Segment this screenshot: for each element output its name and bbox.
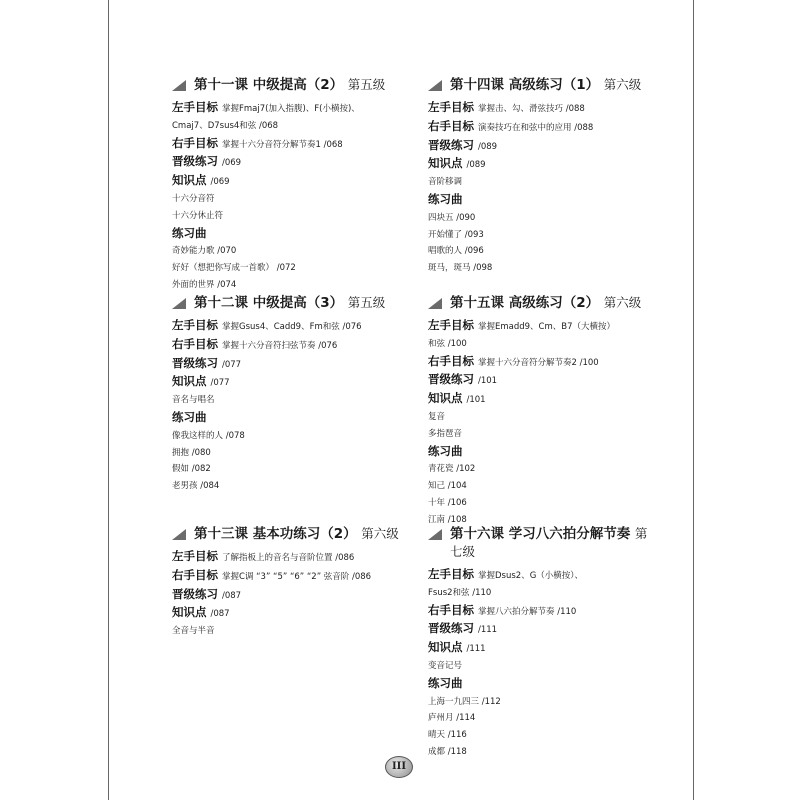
toc-entry <box>172 208 412 225</box>
toc-entry <box>428 260 668 277</box>
entry-text: 奇妙能力歌 /070 <box>172 246 237 257</box>
entry-text: 复音 <box>428 411 446 422</box>
entry-text: 掌握八六拍分解节奏 /110 <box>478 606 577 617</box>
toc-entry <box>428 710 668 727</box>
toc-entry <box>428 585 668 602</box>
entry-label: 练习曲 <box>428 675 463 690</box>
toc-entry <box>172 260 412 277</box>
toc-entry <box>172 604 412 623</box>
toc-entry <box>428 210 668 227</box>
toc-entry <box>172 428 412 445</box>
triangle-icon <box>172 529 186 540</box>
toc-entry <box>428 118 668 137</box>
toc-entry <box>172 392 412 409</box>
entry-label: 知识点 <box>428 156 463 171</box>
entry-label: 知识点 <box>172 173 207 188</box>
lesson-13 <box>172 525 412 640</box>
entry-label: 晋级练习 <box>428 372 474 387</box>
toc-entry <box>428 227 668 244</box>
entry-text: 十六分音符 <box>172 193 215 204</box>
toc-entry <box>428 353 668 372</box>
entry-label: 右手目标 <box>172 567 218 582</box>
toc-entry <box>172 317 412 336</box>
toc-entry <box>428 99 668 118</box>
entry-text: 假如 /082 <box>172 464 211 475</box>
toc-entry <box>172 373 412 392</box>
entry-text: 老男孩 /084 <box>172 481 220 492</box>
entry-text: 知己 /104 <box>428 481 467 492</box>
entry-label: 左手目标 <box>428 100 474 114</box>
lesson-11 <box>172 76 412 294</box>
entry-text: 像我这样的人 /078 <box>172 430 245 441</box>
entry-text: 掌握十六分音符分解节奏1 /068 <box>222 139 343 150</box>
toc-entry <box>172 243 412 260</box>
toc-entry <box>428 371 668 390</box>
toc-entry <box>428 443 668 462</box>
entry-text: /087 <box>222 590 242 601</box>
toc-entry <box>428 495 668 512</box>
toc-entry <box>428 243 668 260</box>
entry-text: /111 <box>478 625 498 636</box>
entry-label: 右手目标 <box>172 336 218 351</box>
entry-text: 掌握十六分音符分解节奏2 /100 <box>478 357 599 368</box>
entry-label: 晋级练习 <box>172 586 218 601</box>
toc-entry <box>428 409 668 426</box>
entry-text: 掌握击、勾、滑弦技巧 /088 <box>478 104 585 114</box>
entry-text: 拥抱 /080 <box>172 447 211 458</box>
entry-label: 晋级练习 <box>428 621 474 636</box>
entry-text: 成都 /118 <box>428 746 467 757</box>
toc-entry <box>428 658 668 675</box>
toc-entry <box>172 586 412 605</box>
entry-text: 十年 /106 <box>428 497 467 508</box>
entry-label: 知识点 <box>428 391 463 406</box>
toc-entry <box>172 623 412 640</box>
entry-text: 青花瓷 /102 <box>428 464 476 475</box>
entry-label: 左手目标 <box>172 100 218 114</box>
toc-entry <box>172 461 412 478</box>
entry-text: 唱歌的人 /096 <box>428 246 484 257</box>
entry-label: 晋级练习 <box>428 137 474 152</box>
lesson-title: 第十三课 基本功练习（2） 第六级 <box>172 525 412 543</box>
entry-text: 了解指板上的音名与音阶位置 /086 <box>222 553 355 563</box>
toc-entry <box>428 461 668 478</box>
entry-text: 掌握C调 “3” “5” “6” “2” 弦音阶 /086 <box>222 571 372 582</box>
toc-entry <box>172 336 412 355</box>
triangle-icon <box>428 529 442 540</box>
toc-entry <box>428 155 668 174</box>
lesson-15 <box>428 294 668 529</box>
entry-text: 音阶移调 <box>428 177 463 188</box>
entry-text: 开始懂了 /093 <box>428 229 484 240</box>
toc-entry <box>172 478 412 495</box>
entry-label: 左手目标 <box>428 567 474 581</box>
toc-entry <box>428 317 668 336</box>
lesson-title: 第十二课 中级提高（3） 第五级 <box>172 294 412 312</box>
entry-label: 练习曲 <box>172 225 207 240</box>
entry-text: 上海一九四三 /112 <box>428 696 501 707</box>
toc-entry <box>172 191 412 208</box>
entry-text: /069 <box>210 177 230 188</box>
toc-entry <box>172 445 412 462</box>
entry-text: /087 <box>210 609 230 620</box>
entry-label: 左手目标 <box>172 549 218 563</box>
entry-text: 十六分休止符 <box>172 210 224 221</box>
entry-label: 右手目标 <box>172 135 218 150</box>
entry-text: 晴天 /116 <box>428 730 467 741</box>
lesson-16 <box>428 525 668 761</box>
lesson-title: 第十四课 高级练习（1） 第六级 <box>428 76 668 94</box>
toc-entry <box>172 135 412 154</box>
toc-entry <box>428 744 668 761</box>
entry-text: /069 <box>222 158 242 169</box>
entry-text: 外面的世界 /074 <box>172 279 237 290</box>
entry-text: /111 <box>466 644 486 655</box>
entry-text: 好好（想把你写成一首歌） /072 <box>172 263 296 274</box>
entry-text: 斑马，斑马 /098 <box>428 263 493 274</box>
toc-entry <box>428 566 668 585</box>
lesson-12 <box>172 294 412 495</box>
toc-entry <box>428 478 668 495</box>
lesson-title: 第十五课 高级练习（2） 第六级 <box>428 294 668 312</box>
triangle-icon <box>428 298 442 309</box>
toc-entry <box>172 567 412 586</box>
toc-entry <box>428 675 668 694</box>
toc-entry <box>428 390 668 409</box>
triangle-icon <box>172 80 186 91</box>
toc-entry <box>428 336 668 353</box>
entry-text: 掌握十六分音符扫弦节奏 /076 <box>222 340 338 351</box>
toc-entry <box>172 548 412 567</box>
triangle-icon <box>172 298 186 309</box>
entry-label: 练习曲 <box>428 191 463 206</box>
entry-text: /077 <box>210 378 230 389</box>
entry-text: 掌握Gsus4、Cadd9、Fm和弦 /076 <box>222 322 362 332</box>
entry-text: 音名与唱名 <box>172 395 215 406</box>
entry-text: 和弦 /100 <box>428 338 467 349</box>
lesson-14 <box>428 76 668 277</box>
entry-text: 掌握Fmaj7(加入指腹)、F(小横按)、 <box>222 104 360 114</box>
page-number: III <box>385 756 413 778</box>
entry-text: 四块五 /090 <box>428 212 476 223</box>
entry-text: 掌握Emadd9、Cm、B7（大横按） <box>478 322 616 332</box>
toc-entry <box>172 355 412 374</box>
entry-label: 练习曲 <box>172 409 207 424</box>
triangle-icon <box>428 80 442 91</box>
toc-entry <box>172 99 412 118</box>
entry-text: 变音记号 <box>428 660 463 671</box>
toc-entry <box>428 174 668 191</box>
toc-entry <box>428 727 668 744</box>
entry-text: 江南 /108 <box>428 514 467 525</box>
toc-entry <box>172 409 412 428</box>
toc-entry <box>172 153 412 172</box>
entry-text: /101 <box>466 395 486 406</box>
entry-label: 左手目标 <box>172 318 218 332</box>
toc-entry <box>172 172 412 191</box>
entry-label: 知识点 <box>172 605 207 620</box>
toc-entry <box>172 225 412 244</box>
entry-text: 全音与半音 <box>172 626 215 637</box>
toc-entry <box>428 426 668 443</box>
lesson-title: 第十六课 学习八六拍分解节奏 第七级 <box>428 525 650 561</box>
entry-text: Fsus2和弦 /110 <box>428 587 492 598</box>
toc-entry <box>428 694 668 711</box>
toc-entry <box>428 639 668 658</box>
entry-label: 晋级练习 <box>172 355 218 370</box>
toc-entry <box>172 277 412 294</box>
toc-entry <box>428 137 668 156</box>
entry-label: 晋级练习 <box>172 154 218 169</box>
entry-text: /089 <box>478 141 498 152</box>
toc-entry <box>428 620 668 639</box>
entry-text: 庐州月 /114 <box>428 713 476 724</box>
toc-entry <box>428 191 668 210</box>
entry-text: /101 <box>478 376 498 387</box>
entry-label: 右手目标 <box>428 118 474 133</box>
entry-text: Cmaj7、D7sus4和弦 /068 <box>172 120 279 131</box>
entry-text: /089 <box>466 160 486 171</box>
toc-entry <box>428 602 668 621</box>
lesson-title: 第十一课 中级提高（2） 第五级 <box>172 76 412 94</box>
entry-label: 右手目标 <box>428 602 474 617</box>
entry-label: 练习曲 <box>428 443 463 458</box>
entry-text: /077 <box>222 359 242 370</box>
toc-entry <box>172 118 412 135</box>
entry-label: 左手目标 <box>428 318 474 332</box>
entry-label: 知识点 <box>428 640 463 655</box>
entry-label: 知识点 <box>172 374 207 389</box>
entry-text: 多指琶音 <box>428 428 463 439</box>
entry-text: 掌握Dsus2、G（小横按）、 <box>478 571 584 581</box>
entry-label: 右手目标 <box>428 353 474 368</box>
entry-text: 演奏技巧在和弦中的应用 /088 <box>478 122 594 133</box>
